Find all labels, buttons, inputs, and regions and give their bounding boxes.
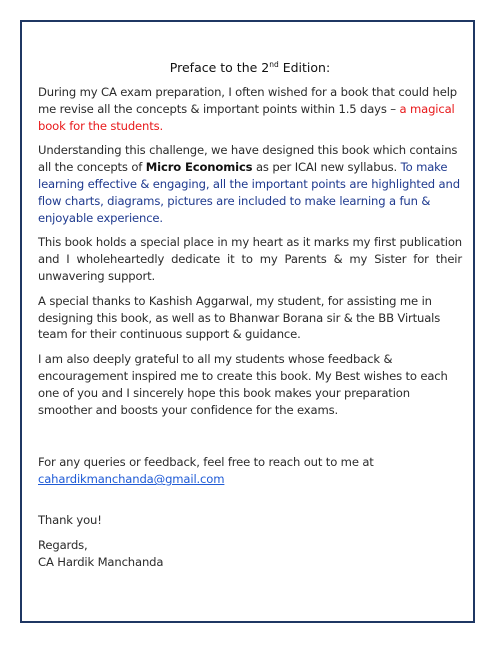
regards-text: Regards, xyxy=(38,537,88,552)
thank-you-text: Thank you! xyxy=(38,512,102,527)
email-link[interactable]: cahardikmanchanda@gmail.com xyxy=(38,472,225,487)
paragraph-intro-text: During my CA exam preparation, I often wished for a book that could help me revise all the concepts & important points within 1.5 days – xyxy=(38,85,457,116)
title-superscript: nd xyxy=(269,59,279,69)
paragraph-thanks: A special thanks to Kashish Aggarwal, my student, for assisting me in designing this book, as well as to Bhanwar Borana sir & the BB Virtuals team for their continuous support & guidance. xyxy=(38,293,441,342)
paragraph-dedication: This book holds a special place in my heart as it marks my first publication and I wholeheartedly dedicate it to my Parents & my Sister for their unwavering support. xyxy=(38,235,462,283)
paragraph-challenge-text: Understanding this challenge, we have designed this book which contains all the concepts of xyxy=(38,143,458,175)
signature-text: CA Hardik Manchanda xyxy=(38,554,164,569)
learning-highlight: To make learning effective & engaging, all the important points are highlighted and flow charts, diagrams, pictures are included to make learning a fun & enjoyable experience. xyxy=(38,160,460,225)
title-text: Preface to the 2 xyxy=(169,60,270,75)
preface-title xyxy=(38,60,462,76)
spacer xyxy=(38,426,462,454)
preface-content xyxy=(38,60,462,578)
title-text-end: Edition: xyxy=(278,60,331,75)
micro-economics-bold: Micro Economics xyxy=(145,160,253,175)
paragraph-gratitude: I am also deeply grateful to all my students whose feedback & encouragement inspired me to create this book. My Best wishes to each one of you and I sincerely hope this book makes your preparation smoother and boosts your confidence for the exams. xyxy=(38,352,448,417)
spacer xyxy=(38,496,462,512)
paragraph-challenge-text-2: as per ICAI new syllabus. xyxy=(252,160,401,175)
paragraph-challenge xyxy=(38,142,462,226)
contact-email-line xyxy=(38,471,462,488)
paragraph-intro xyxy=(38,84,462,134)
contact-text: For any queries or feedback, feel free to reach out to me at xyxy=(38,455,374,470)
magical-book-highlight: a magical book for the students. xyxy=(38,101,455,133)
